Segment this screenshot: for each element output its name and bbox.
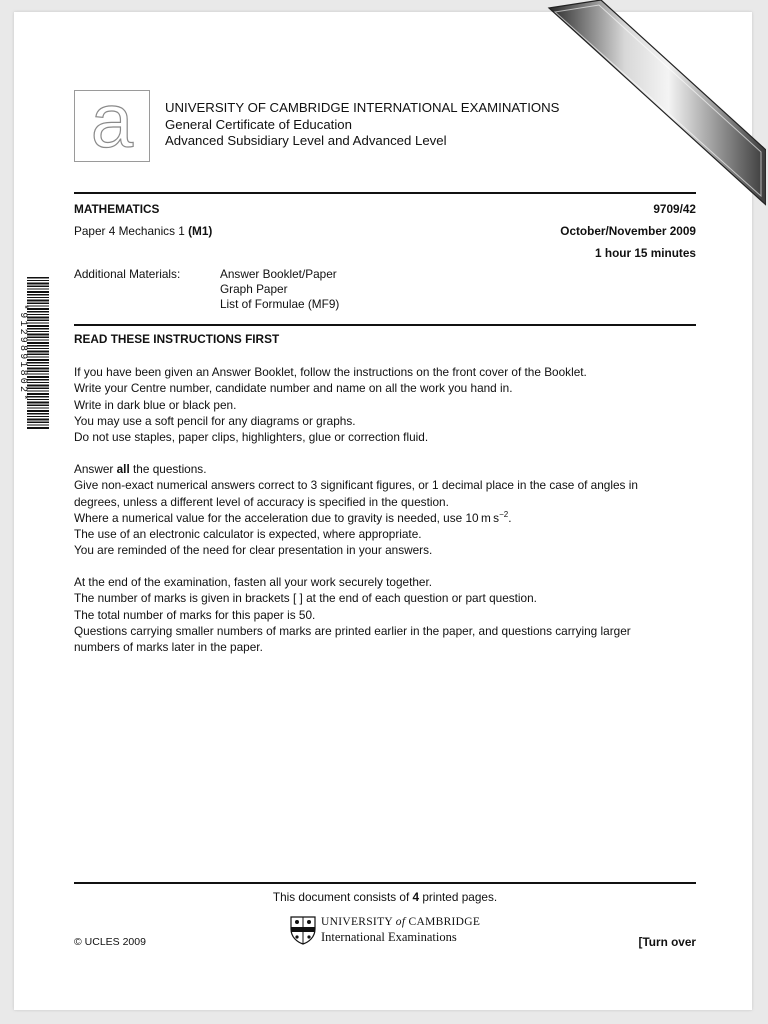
instruction-line: The total number of marks for this paper is 50. <box>74 607 316 622</box>
page-count-number: 4 <box>412 890 420 904</box>
instructions-block-2 <box>74 461 696 559</box>
university-name-a: UNIVERSITY <box>321 916 393 928</box>
university-name-of: of <box>395 916 406 928</box>
answer-suffix: the questions. <box>129 462 207 476</box>
instruction-line: The number of marks is given in brackets [ ] at the end of each question or part question. <box>74 591 537 606</box>
page-count <box>74 890 696 904</box>
board-line-1: UNIVERSITY OF CAMBRIDGE INTERNATIONAL EXAMINATIONS <box>165 100 560 115</box>
paper-title-code: (M1) <box>188 224 213 238</box>
board-line-3: Advanced Subsidiary Level and Advanced Level <box>165 133 447 148</box>
instructions-heading: READ THESE INSTRUCTIONS FIRST <box>74 332 280 346</box>
materials-item: List of Formulae (MF9) <box>220 296 340 311</box>
exam-cover-page <box>14 12 752 1010</box>
gravity-exponent: −2 <box>499 509 509 519</box>
university-subtitle: International Examinations <box>321 930 457 944</box>
university-name <box>321 916 480 928</box>
instructions-block-1 <box>74 364 696 445</box>
logo-letter: a <box>90 79 134 164</box>
instructions-rule <box>74 324 696 326</box>
gravity-suffix: . <box>508 510 512 525</box>
exam-duration: 1 hour 15 minutes <box>595 246 696 260</box>
subject: MATHEMATICS <box>74 202 160 216</box>
instruction-line: Give non-exact numerical answers correct to 3 significant figures, or 1 decimal place in the case of angles in <box>74 478 638 493</box>
materials-label: Additional Materials: <box>74 267 181 281</box>
answer-prefix: Answer <box>74 462 117 476</box>
materials-item: Graph Paper <box>220 281 288 296</box>
board-heading <box>165 100 559 150</box>
university-crest-icon <box>289 915 317 945</box>
instruction-line: You are reminded of the need for clear presentation in your answers. <box>74 543 433 558</box>
gravity-text: Where a numerical value for the acceleration due to gravity is needed, use 10 m s <box>74 510 500 525</box>
barcode-number: *9129891802* <box>17 303 28 403</box>
board-logo <box>74 79 150 164</box>
footer-rule <box>74 882 696 884</box>
gravity-line <box>74 510 696 526</box>
instruction-line: The use of an electronic calculator is expected, where appropriate. <box>74 527 422 542</box>
instruction-line: If you have been given an Answer Booklet, follow the instructions on the front cover of the Booklet. <box>74 365 587 379</box>
paper-title <box>74 224 212 238</box>
materials-list <box>220 267 339 311</box>
answer-all-line <box>74 461 696 477</box>
instruction-line: You may use a soft pencil for any diagrams or graphs. <box>74 413 356 428</box>
page-count-prefix: This document consists of <box>272 890 413 904</box>
board-line-2: General Certificate of Education <box>165 116 352 132</box>
page-count-suffix: printed pages. <box>419 890 498 904</box>
instruction-line: degrees, unless a different level of accuracy is specified in the question. <box>74 494 449 509</box>
paper-code: 9709/42 <box>653 202 696 216</box>
instruction-line: numbers of marks later in the paper. <box>74 640 263 655</box>
instruction-line: At the end of the examination, fasten all your work securely together. <box>74 575 433 589</box>
materials-item: Answer Booklet/Paper <box>220 267 337 281</box>
exam-session: October/November 2009 <box>560 224 696 238</box>
answer-bold: all <box>116 462 130 476</box>
instructions-block-3 <box>74 574 696 655</box>
candidate-barcode <box>27 277 49 429</box>
instruction-line: Questions carrying smaller numbers of marks are printed earlier in the paper, and questions carrying larger <box>74 623 631 638</box>
instruction-line: Write your Centre number, candidate number and name on all the work you hand in. <box>74 381 513 396</box>
top-rule <box>74 192 696 194</box>
university-name-b: CAMBRIDGE <box>408 916 481 928</box>
instruction-line: Write in dark blue or black pen. <box>74 397 237 412</box>
turn-over: [Turn over <box>638 935 696 949</box>
copyright: © UCLES 2009 <box>74 936 146 948</box>
instruction-line: Do not use staples, paper clips, highlighters, glue or correction fluid. <box>74 430 429 445</box>
paper-title-text: Paper 4 Mechanics 1 <box>74 224 189 238</box>
